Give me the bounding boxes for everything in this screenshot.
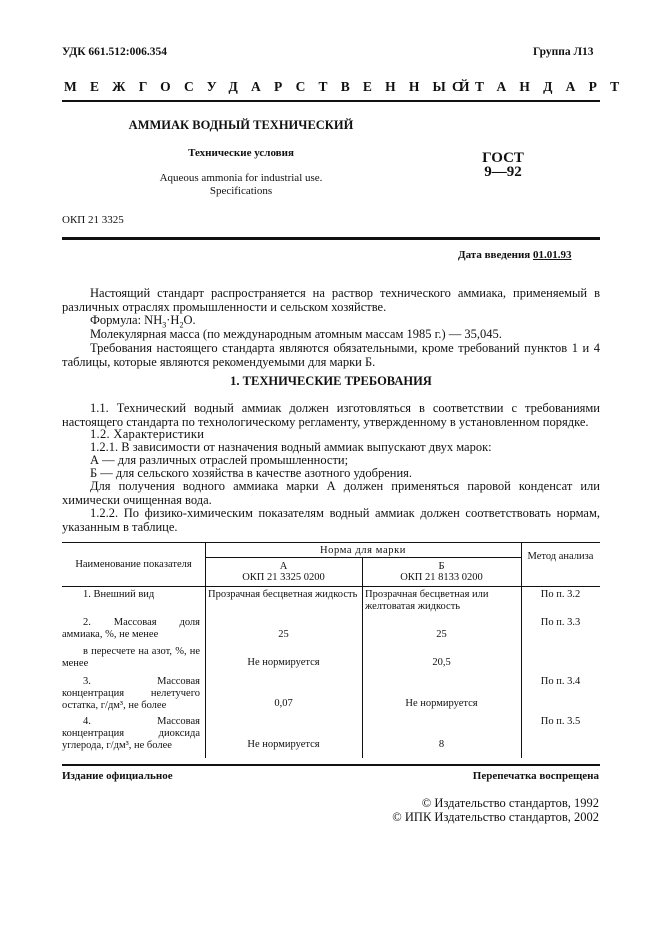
water-requirement: Для получения водного аммиака марки А должен применяться паровой конденсат или химически очищенная вода. [62, 479, 600, 507]
table-row-2b-a: Не нормируется [247, 657, 320, 668]
banner-interstate: МЕЖГОСУДАРСТВЕННЫЙ [64, 79, 483, 94]
reprint-prohibited: Перепечатка воспрещена [472, 770, 599, 782]
table-row-2-a: 25 [278, 629, 289, 640]
effective-date-value: 01.01.93 [533, 249, 572, 261]
copyright-2002: © ИПК Издательство стандартов, 2002 [392, 810, 599, 824]
table-row-4-name: 4. Массовая концентрация диоксида углерода, г/дм³, не более [62, 716, 200, 751]
table-header-b-okp: ОКП 21 8133 0200 [400, 572, 483, 583]
table-row-2-b: 25 [436, 629, 447, 640]
table-header-method: Метод анализа [527, 551, 594, 562]
table-row-1-name: 1. Внешний вид [83, 589, 155, 600]
table-header-rule [62, 586, 600, 587]
table-header-a: А [279, 561, 288, 572]
table-row-2-name: 2. Массовая доля аммиака, %, не менее [62, 617, 200, 640]
okp-code: ОКП 21 3325 [62, 214, 124, 226]
table-row-2b-b: 20,5 [432, 657, 451, 668]
document-subtitle: Технические условия [188, 147, 294, 159]
english-title-line2: Specifications [209, 185, 273, 197]
clause-1-2-2: 1.2.2. По физико-химическим показателям водный аммиак должен соответствовать нормам, указанным в таблице. [62, 506, 600, 534]
official-edition: Издание официальное [62, 770, 173, 782]
clause-1-2-1: 1.2.1. В зависимости от назначения водный аммиак выпускают двух марок: [90, 440, 492, 454]
table-header-a-okp: ОКП 21 3325 0200 [242, 572, 325, 583]
mark-b-description: Б — для сельского хозяйства в качестве азотного удобрения. [90, 466, 413, 480]
formula-end: O. [183, 313, 196, 327]
footer-rule [62, 764, 600, 766]
table-row-4-b: 8 [438, 739, 445, 750]
formula-text: Формула: NH [90, 313, 163, 327]
intro-molecular-mass: Молекулярная масса (по международным атомным массам 1985 г.) — 35,045. [90, 327, 502, 341]
mark-a-description: А — для различных отраслей промышленности; [90, 453, 349, 467]
table-header-name: Наименование показателя [75, 559, 192, 570]
intro-paragraph-scope: Настоящий стандарт распространяется на раствор технического аммиака, применяемый в различных отраслях промышленности и сельском хозяйстве. [62, 286, 600, 314]
table-vline-3 [521, 542, 522, 758]
formula-sub-nh3: 3 [162, 320, 167, 330]
formula-sub-h2o: 2 [179, 320, 184, 330]
title-rule [62, 237, 600, 240]
copyright-1992: © Издательство стандартов, 1992 [421, 796, 599, 810]
table-row-3-name: 3. Массовая концентрация нелетучего остатка, г/дм³, не более [62, 676, 200, 711]
table-row-2-method: По п. 3.3 [540, 617, 581, 628]
table-row-1-b: Прозрачная бесцветная или желтоватая жидкость [365, 589, 489, 612]
header-rule [62, 100, 600, 102]
table-norm-rule [205, 557, 521, 558]
banner-standard: СТАНДАРТ [452, 79, 633, 94]
gost-label: ГОСТ [482, 150, 524, 166]
table-row-4-a: Не нормируется [247, 739, 320, 750]
formula-mid: ·H [166, 313, 180, 327]
document-title: АММИАК ВОДНЫЙ ТЕХНИЧЕСКИЙ [128, 118, 354, 132]
effective-date [458, 249, 572, 261]
effective-date-label: Дата введения [458, 249, 531, 261]
table-row-1-method: По п. 3.2 [540, 589, 581, 600]
clause-1-2: 1.2. Характеристики [90, 427, 205, 441]
table-header-norm: Норма для марки [319, 545, 407, 556]
table-row-3-method: По п. 3.4 [540, 676, 581, 687]
table-row-3-a: 0,07 [274, 698, 293, 709]
english-title-line1: Aqueous ammonia for industrial use. [159, 172, 323, 184]
clause-1-1: 1.1. Технический водный аммиак должен изготовляться в соответствии с требованиями настоящего стандарта по технологическому регламенту, утвержденному в установленном порядке. [62, 401, 600, 429]
table-row-2b-name: в пересчете на азот, %, не менее [62, 646, 200, 669]
table-row-4-method: По п. 3.5 [540, 716, 581, 727]
gost-number: 9—92 [484, 164, 522, 180]
table-header-b: Б [438, 561, 445, 572]
group-code: Группа Л13 [533, 46, 594, 58]
table-row-3-b: Не нормируется [405, 698, 478, 709]
table-top-rule [62, 542, 600, 543]
table-row-1-a: Прозрачная бесцветная жидкость [208, 589, 358, 600]
intro-requirements: Требования настоящего стандарта являются обязательными, кроме требований пунктов 1 и 4 таблицы, которые являются рекомендуемыми для марки Б. [62, 341, 600, 369]
section-heading: 1. ТЕХНИЧЕСКИЕ ТРЕБОВАНИЯ [230, 374, 432, 388]
udk-code: УДК 661.512:006.354 [62, 46, 167, 58]
